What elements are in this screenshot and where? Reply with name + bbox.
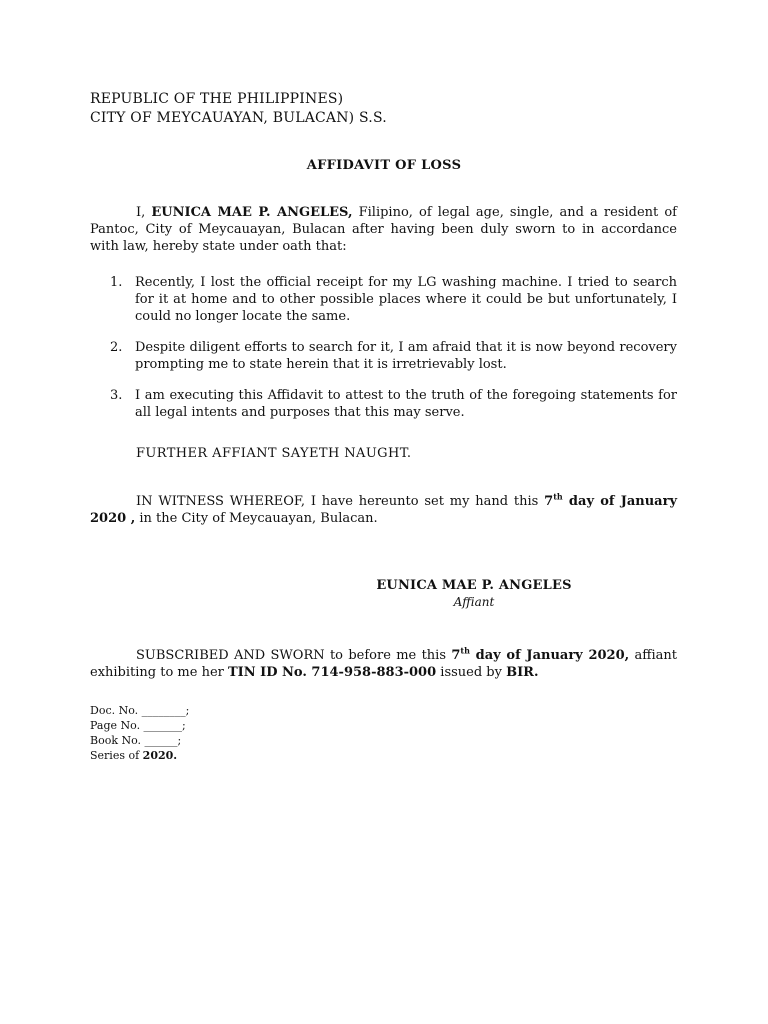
caption-line-city: CITY OF MEYCAUAYAN, BULACAN) S.S. (90, 110, 387, 126)
doc-number: Doc. No. ________; (90, 704, 190, 717)
jurat-issued: issued by (436, 665, 507, 680)
page-number: Page No. _______; (90, 719, 186, 732)
statement-text: Recently, I lost the official receipt for my LG washing machine. I tried to search for it at home and to other possible places where it could be but unfortunately, I could no longer locate the same. (135, 275, 677, 324)
book-number: Book No. ______; (90, 734, 182, 747)
witness-day-suffix: th (553, 491, 563, 502)
witness-date-rest: day of January 2020 , (90, 494, 677, 526)
witness-suffix: in the City of Meycauayan, Bulacan. (135, 511, 378, 526)
jurat-mid: affiant exhibiting to me her (90, 648, 677, 680)
series-prefix: Series of (90, 749, 143, 762)
statement-number: 2. (110, 340, 123, 355)
jurat-date-rest: day of January 2020, (469, 648, 630, 663)
document-title: AFFIDAVIT OF LOSS (306, 158, 462, 173)
statement-text: I am executing this Affidavit to attest to the truth of the foregoing statements for all legal intents and purposes that this may serve. (135, 388, 677, 420)
jurat-issuer: BIR. (506, 665, 539, 680)
jurat-id: TIN ID No. 714-958-883-000 (228, 665, 437, 680)
witness-prefix: IN WITNESS WHEREOF, I have hereunto set my hand this (136, 494, 545, 509)
jurat-paragraph (90, 647, 677, 681)
statement-item-3 (110, 387, 677, 421)
series-line (90, 748, 189, 763)
statement-item-2 (110, 339, 677, 373)
statement-number: 1. (110, 275, 123, 290)
witness-paragraph (90, 493, 677, 527)
jurat-day-suffix: th (460, 645, 470, 656)
notarial-register (90, 703, 189, 763)
jurat-prefix: SUBSCRIBED AND SWORN to before me this (136, 648, 452, 663)
further-affiant-line: FURTHER AFFIANT SAYETH NAUGHT. (136, 446, 412, 461)
jurat-date (451, 645, 630, 663)
witness-day: 7 (544, 494, 554, 509)
venue-caption (90, 90, 387, 128)
caption-line-republic: REPUBLIC OF THE PHILIPPINES) (90, 91, 344, 107)
signature-role: Affiant (453, 595, 495, 609)
jurat-day: 7 (451, 648, 461, 663)
intro-rest: Filipino, of legal age, single, and a resident of Pantoc, City of Meycauayan, Bulacan after having been duly sworn to in accordance with law, hereby state under oath that: (90, 205, 677, 254)
affiant-name-inline: EUNICA MAE P. ANGELES, (151, 205, 353, 220)
signature-name: EUNICA MAE P. ANGELES (376, 578, 572, 593)
series-year: 2020. (142, 749, 178, 762)
intro-prefix: I, (136, 205, 152, 220)
statement-text: Despite diligent efforts to search for it, I am afraid that it is now beyond recovery prompting me to state herein that it is irretrievably lost. (135, 340, 677, 372)
statement-number: 3. (110, 388, 123, 403)
statement-item-1 (110, 274, 677, 325)
intro-paragraph (90, 204, 677, 255)
